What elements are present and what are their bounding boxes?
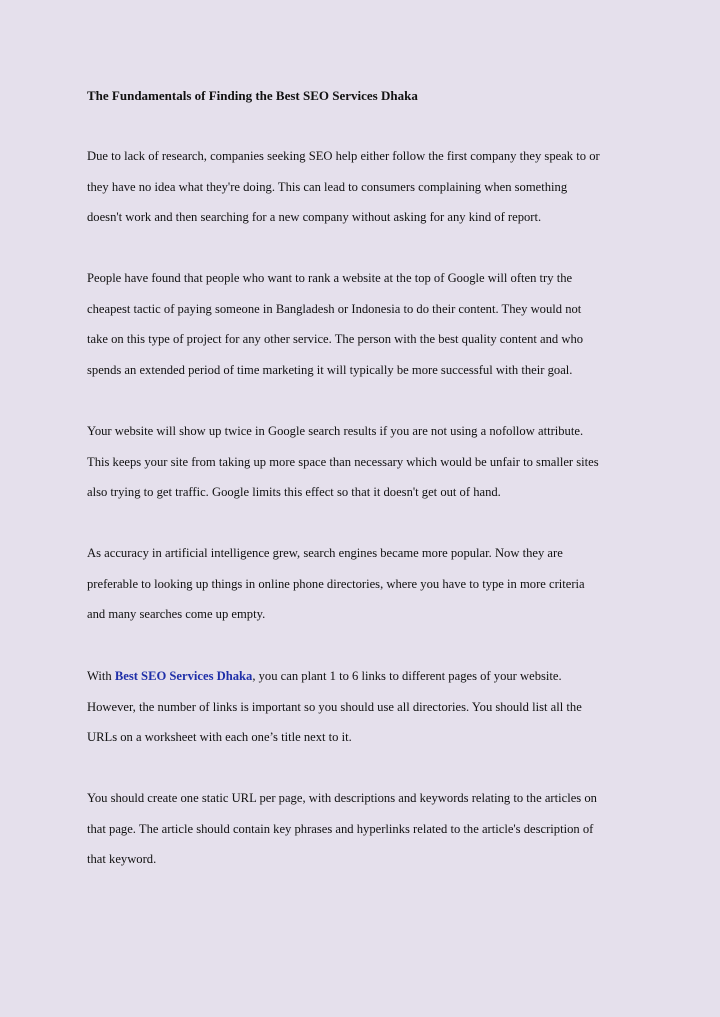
paragraph-3	[87, 416, 647, 508]
link-prefix-text: With	[87, 669, 115, 683]
paragraph-line: Your website will show up twice in Google search results if you are not using a nofollow attribute.	[87, 424, 584, 438]
paragraph-line: doesn't work and then searching for a new company without asking for any kind of report.	[87, 210, 542, 225]
paragraph-line: that page. The article should contain key phrases and hyperlinks related to the article's description of	[87, 821, 594, 836]
paragraph-line: Due to lack of research, companies seeking SEO help either follow the first company they speak to or	[87, 149, 600, 163]
paragraph-4	[87, 538, 647, 630]
paragraph-line: they have no idea what they're doing. This can lead to consumers complaining when something	[87, 179, 568, 194]
document-title: The Fundamentals of Finding the Best SEO Services Dhaka	[87, 88, 418, 103]
paragraph-line	[87, 661, 647, 692]
paragraph-6	[87, 783, 647, 875]
paragraph-line: and many searches come up empty.	[87, 607, 266, 622]
paragraph-line: take on this type of project for any other service. The person with the best quality content and who	[87, 332, 584, 347]
paragraph-line: This keeps your site from taking up more space than necessary which would be unfair to smaller sites	[87, 454, 599, 469]
paragraph-line: cheapest tactic of paying someone in Bangladesh or Indonesia to do their content. They would not	[87, 301, 582, 316]
paragraph-line: also trying to get traffic. Google limits this effect so that it doesn't get out of hand.	[87, 485, 501, 500]
paragraph-line: People have found that people who want to rank a website at the top of Google will often try the	[87, 271, 573, 285]
paragraph-line: You should create one static URL per page, with descriptions and keywords relating to the articles on	[87, 791, 597, 805]
paragraph-line: that keyword.	[87, 852, 157, 867]
paragraph-line: spends an extended period of time marketing it will typically be more successful with their goal.	[87, 363, 573, 378]
paragraph-line: As accuracy in artificial intelligence grew, search engines became more popular. Now they are	[87, 546, 563, 560]
paragraph-2	[87, 263, 647, 386]
paragraph-line: preferable to looking up things in online phone directories, where you have to type in more criteria	[87, 576, 585, 591]
paragraph-line: URLs on a worksheet with each one’s title next to it.	[87, 730, 352, 745]
link-suffix-text: , you can plant 1 to 6 links to different pages of your website.	[252, 669, 562, 683]
paragraph-5	[87, 661, 647, 753]
paragraph-line: However, the number of links is important so you should use all directories. You should list all the	[87, 699, 582, 714]
best-seo-services-dhaka-link[interactable]: Best SEO Services Dhaka	[114, 669, 253, 683]
paragraph-1	[87, 141, 647, 233]
